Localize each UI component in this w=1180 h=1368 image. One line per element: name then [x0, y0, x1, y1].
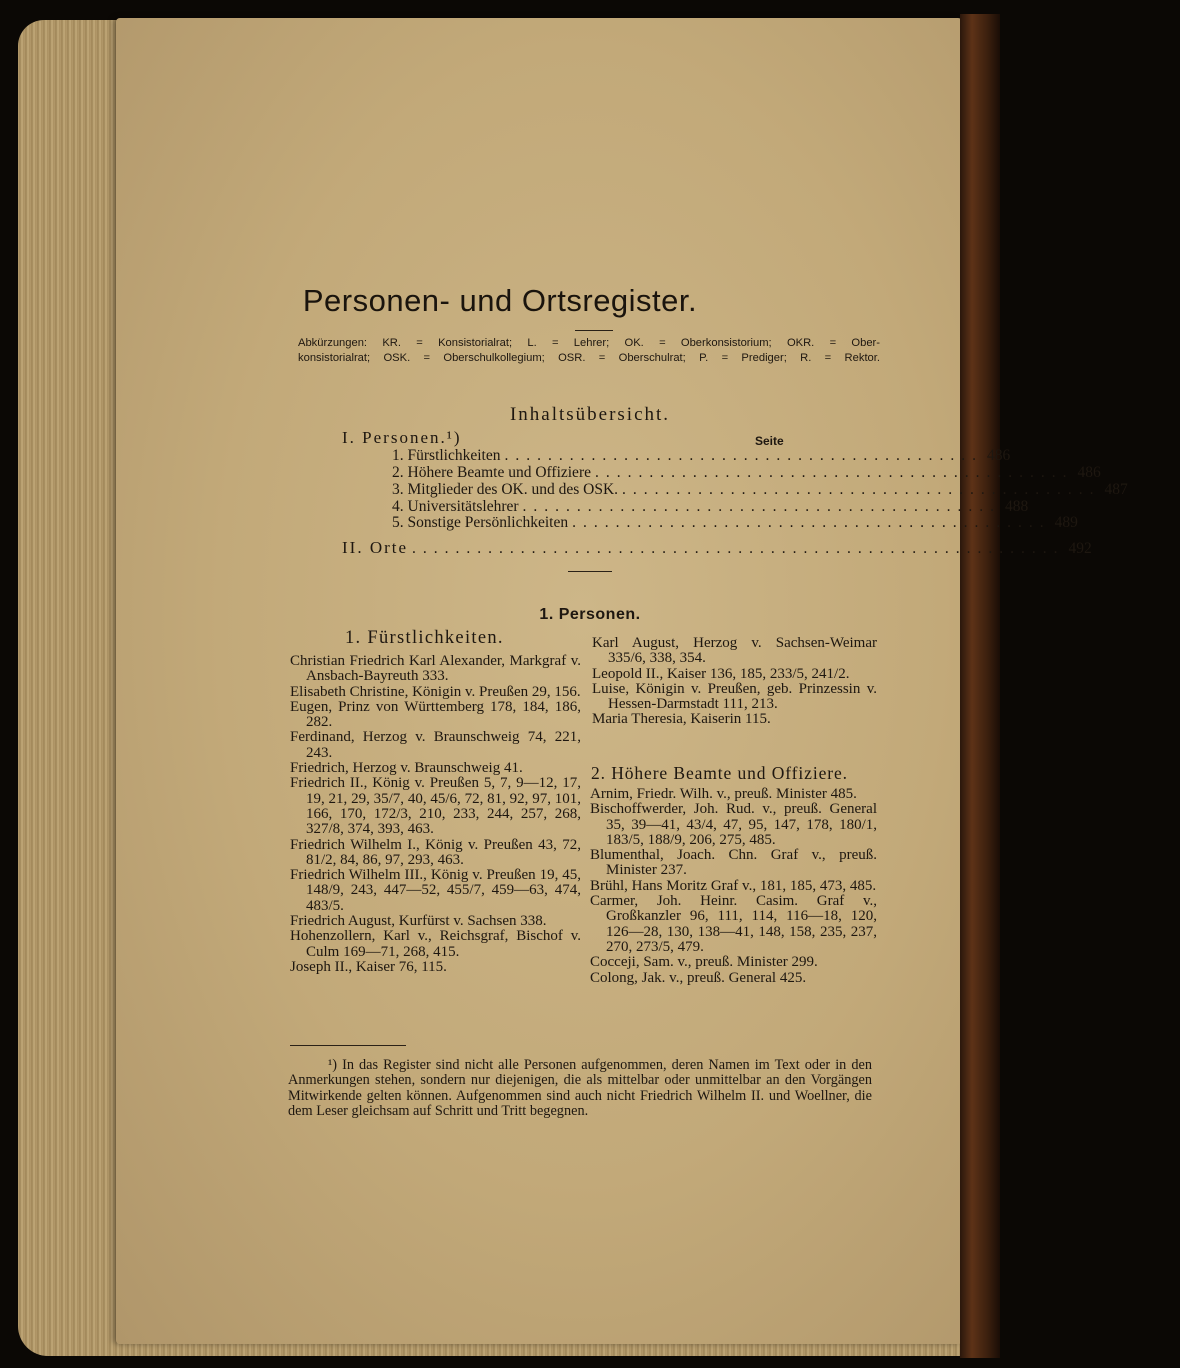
toc-heading: Inhaltsübersicht. [509, 404, 671, 425]
footnote-text: ¹) In das Register sind nicht alle Personen aufgenommen, deren Namen im Text oder in den Anmerkungen stehen, sondern nur diejenigen, die als mittelbar oder unmittelbar an den Vorgängen Mitwirkende gelten können. Aufgenommen sind auch nicht Friedrich Wilhelm II. und Woellner, die dem Leser gleichsam auf Schritt und Tritt begegnen. [288, 1057, 872, 1119]
register-entry: Eugen, Prinz von Württemberg 178, 184, 186, 282. [290, 698, 581, 731]
toc-item-label: 2. Höhere Beamte und Offiziere [392, 464, 591, 481]
register-entry: Colong, Jak. v., preuß. General 425. [590, 969, 807, 986]
left-column-heading: 1. Fürstlichkeiten. [345, 628, 504, 648]
section-rule [568, 571, 612, 572]
register-entry: Maria Theresia, Kaiserin 115. [592, 711, 771, 728]
register-entry: Christian Friedrich Karl Alexander, Markgraf v. Ansbach-Bayreuth 333. [290, 653, 581, 685]
register-entry: Karl August, Herzog v. Sachsen-Weimar 335/6, 338, 354. [592, 635, 877, 667]
toc-item-label: 5. Sonstige Persönlichkeiten [392, 514, 569, 531]
register-entry: Blumenthal, Joach. Chn. Graf v., preuß. Minister 237. [590, 847, 877, 879]
register-entry: Bischoffwerder, Joh. Rud. v., preuß. General 35, 39—41, 43/4, 47, 95, 147, 178, 180/1, 183/5, 188/9, 206, 275, 485. [590, 801, 877, 848]
toc-leader: ............................................ [572, 514, 1051, 531]
register-entry: Friedrich August, Kurfürst v. Sachsen 338. [290, 913, 547, 930]
left-column [290, 654, 581, 975]
register-entry: Leopold II., Kaiser 136, 185, 233/5, 241/2. [592, 665, 850, 682]
toc-item [392, 498, 1029, 515]
register-entry: Hohenzollern, Karl v., Reichsgraf, Bischof v. Culm 169—71, 268, 415. [290, 928, 581, 960]
register-entry: Friedrich II., König v. Preußen 5, 7, 9—12, 17, 19, 21, 29, 35/7, 40, 45/6, 72, 81, 92, 97, 101, 166, 170, 172/3, 210, 233, 244, 257, 268, 327/8, 374, 393, 463. [290, 775, 581, 838]
toc-item-label: 1. Fürstlichkeiten [392, 447, 501, 464]
register-entry: Friedrich Wilhelm I., König v. Preußen 43, 72, 81/2, 84, 86, 97, 293, 463. [290, 836, 581, 868]
right-column-heading: 2. Höhere Beamte und Offiziere. [591, 763, 848, 783]
toc-leader: ............................................ [594, 464, 1074, 481]
register-entry: Cocceji, Sam. v., preuß. Minister 299. [590, 954, 818, 971]
register-entry: Elisabeth Christine, Königin v. Preußen 29, 156. [290, 683, 581, 700]
toc-item-label: II. Orte [342, 538, 409, 557]
abbreviations-line-2: konsistorialrat; OSK. = Oberschulkollegium; OSR. = Oberschulrat; P. = Prediger; R. = Rektor. [298, 352, 880, 364]
footnote-rule [290, 1045, 406, 1046]
page-title: Personen- und Ortsregister. [302, 283, 698, 318]
toc-section-personen: I. Personen.¹) [342, 428, 462, 447]
toc-item-page: 492 [1068, 540, 1092, 557]
right-column-top [592, 636, 877, 728]
register-entry: Arnim, Friedr. Wilh. v., preuß. Minister 485. [590, 786, 857, 802]
toc-item [392, 481, 1128, 498]
book-binding [960, 14, 1000, 1358]
toc-item-page: 488 [1005, 498, 1029, 515]
toc-leader: ............................................................ [412, 540, 1065, 557]
register-entry: Brühl, Hans Moritz Graf v., 181, 185, 473, 485. [590, 877, 877, 894]
toc-item [392, 464, 1101, 481]
abbreviations [298, 336, 880, 366]
register-entry: Luise, Königin v. Preußen, geb. Prinzessin v. Hessen-Darmstadt 111, 213. [592, 680, 877, 713]
abbreviations-line-1: Abkürzungen: KR. = Konsistorialrat; L. = Lehrer; OK. = Oberkonsistorium; OKR. = Ober- [298, 337, 880, 349]
section-heading-personen: 1. Personen. [539, 606, 641, 623]
register-entry: Friedrich, Herzog v. Braunschweig 41. [290, 760, 523, 777]
toc-item-label: 3. Mitglieder des OK. und des OSK. [392, 481, 619, 498]
toc-leader: ............................................ [622, 481, 1101, 498]
toc-item-page: 486 [987, 447, 1011, 464]
toc-leader: ............................................ [522, 498, 1002, 515]
toc-item-page: 489 [1054, 514, 1078, 531]
register-entry: Friedrich Wilhelm III., König v. Preußen 19, 45, 148/9, 243, 447—52, 455/7, 459—63, 474, 483/5. [290, 867, 581, 914]
toc-section-orte [342, 538, 1092, 557]
register-entry: Carmer, Joh. Heinr. Casim. Graf v., Großkanzler 96, 111, 114, 116—18, 120, 126—28, 130, 138—41, 148, 158, 235, 237, 270, 273/5, 479. [590, 893, 877, 955]
title-rule [575, 330, 613, 331]
toc-item [392, 447, 1011, 464]
toc-item [392, 514, 1078, 531]
toc-item-label: 4. Universitätslehrer [392, 498, 519, 515]
toc-page-label: Seite [755, 434, 784, 448]
toc-item-page: 486 [1077, 464, 1101, 481]
toc-item-page: 487 [1104, 481, 1128, 498]
footnote [288, 1058, 872, 1119]
toc-leader: ............................................ [504, 447, 983, 464]
register-entry: Joseph II., Kaiser 76, 115. [290, 958, 447, 975]
register-entry: Ferdinand, Herzog v. Braunschweig 74, 221, 243. [290, 729, 581, 761]
right-column [590, 787, 877, 986]
